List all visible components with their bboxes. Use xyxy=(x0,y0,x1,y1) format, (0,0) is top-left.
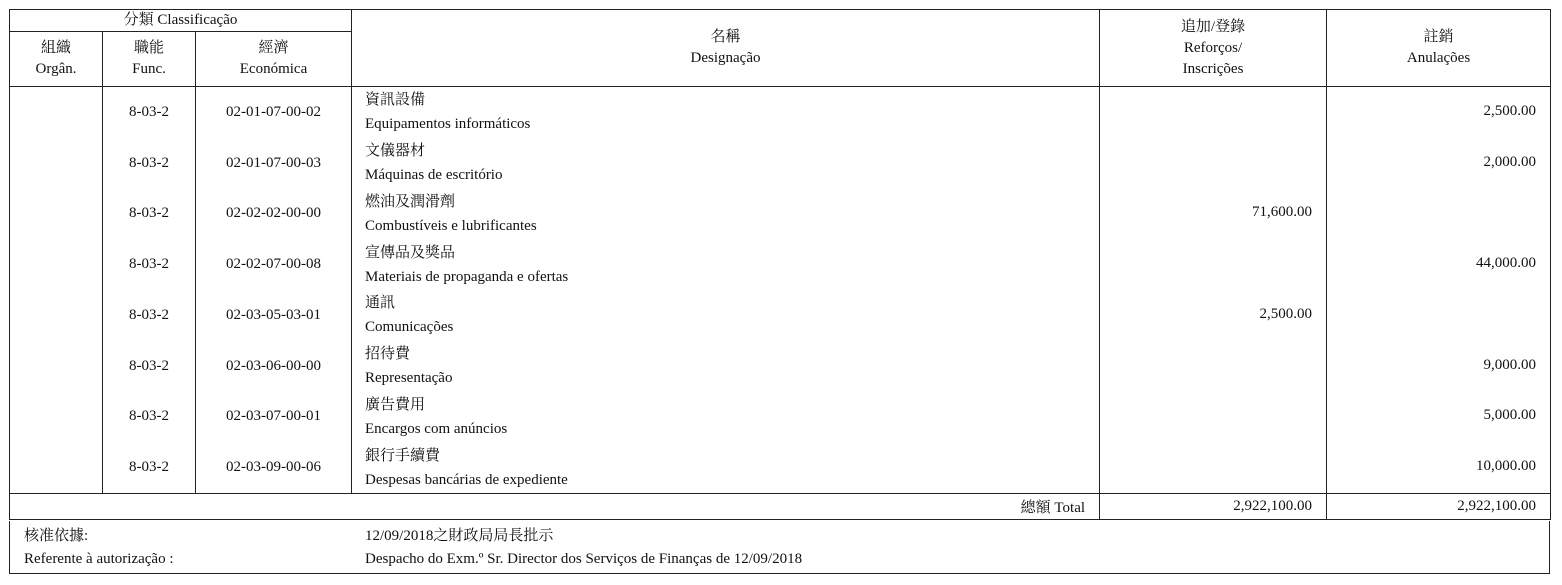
cancellation-amount: 10,000.00 xyxy=(1327,442,1551,493)
total-label: 總額 Total xyxy=(10,493,1100,519)
designation-pt: Equipamentos informáticos xyxy=(365,116,531,133)
cancellation-amount: 5,000.00 xyxy=(1327,391,1551,442)
function-code: 8-03-2 xyxy=(103,341,196,392)
designation-zh: 燃油及潤滑劑 xyxy=(365,193,456,210)
reinforcement-amount xyxy=(1100,341,1327,392)
cancellation-amount xyxy=(1327,290,1551,341)
organ-cell xyxy=(10,290,103,341)
table-row xyxy=(10,87,1551,138)
organ-cell xyxy=(10,341,103,392)
designation-cell xyxy=(352,87,1100,138)
reinforcement-amount xyxy=(1100,138,1327,189)
designation-zh: 資訊設備 xyxy=(365,92,426,109)
organ-cell xyxy=(10,188,103,239)
economic-code: 02-01-07-00-02 xyxy=(196,87,352,138)
cancellations-header: 註銷 Anulações xyxy=(1327,10,1551,87)
cancellation-amount: 9,000.00 xyxy=(1327,341,1551,392)
economic-code: 02-01-07-00-03 xyxy=(196,138,352,189)
economic-code: 02-02-02-00-00 xyxy=(196,188,352,239)
table-row xyxy=(10,341,1551,392)
designation-pt: Combustíveis e lubrificantes xyxy=(365,217,537,234)
budget-table xyxy=(9,9,1551,520)
reinforcement-amount xyxy=(1100,391,1327,442)
function-code: 8-03-2 xyxy=(103,188,196,239)
economic-code: 02-02-07-00-08 xyxy=(196,239,352,290)
reinforcement-amount: 71,600.00 xyxy=(1100,188,1327,239)
reinforcement-amount: 2,500.00 xyxy=(1100,290,1327,341)
reinforcements-header: 追加/登錄 Reforços/ Inscrições xyxy=(1100,10,1327,87)
function-code: 8-03-2 xyxy=(103,138,196,189)
function-header: 職能 Func. xyxy=(103,32,196,87)
table-row xyxy=(10,239,1551,290)
designation-header: 名稱 Designação xyxy=(352,10,1100,87)
authorization-label: 核准依據: Referente à autorização : xyxy=(24,528,174,567)
organ-cell xyxy=(10,87,103,138)
designation-pt: Encargos com anúncios xyxy=(365,420,508,437)
designation-pt: Materiais de propaganda e ofertas xyxy=(365,268,569,285)
designation-cell xyxy=(352,442,1100,493)
designation-cell xyxy=(352,391,1100,442)
table-body xyxy=(10,87,1551,520)
budget-sheet xyxy=(9,9,1550,575)
designation-zh: 銀行手續費 xyxy=(365,447,441,464)
total-cancellations: 2,922,100.00 xyxy=(1327,493,1551,519)
table-row xyxy=(10,391,1551,442)
function-code: 8-03-2 xyxy=(103,391,196,442)
organ-cell xyxy=(10,239,103,290)
designation-zh: 文儀器材 xyxy=(365,143,426,160)
table-row xyxy=(10,290,1551,341)
cancellation-amount: 2,000.00 xyxy=(1327,138,1551,189)
designation-zh: 通訊 xyxy=(365,295,396,312)
organ-header: 組織 Orgân. xyxy=(10,32,103,87)
function-code: 8-03-2 xyxy=(103,87,196,138)
cancellation-amount: 44,000.00 xyxy=(1327,239,1551,290)
total-row xyxy=(10,493,1551,519)
classification-header: 分類 Classificação xyxy=(10,10,352,32)
designation-zh: 招待費 xyxy=(365,346,411,363)
economic-header: 經濟 Económica xyxy=(196,32,352,87)
table-header xyxy=(10,10,1551,87)
designation-cell xyxy=(352,239,1100,290)
authorization-value: 12/09/2018之財政局局長批示 Despacho do Exm.º Sr. Director dos Serviços de Finanças de 12/09/2018 xyxy=(365,528,803,567)
designation-cell xyxy=(352,341,1100,392)
economic-code: 02-03-07-00-01 xyxy=(196,391,352,442)
table-row xyxy=(10,138,1551,189)
economic-code: 02-03-09-00-06 xyxy=(196,442,352,493)
authorization-box xyxy=(9,521,1550,574)
designation-pt: Representação xyxy=(365,370,453,387)
economic-code: 02-03-05-03-01 xyxy=(196,290,352,341)
cancellation-amount: 2,500.00 xyxy=(1327,87,1551,138)
economic-code: 02-03-06-00-00 xyxy=(196,341,352,392)
reinforcement-amount xyxy=(1100,442,1327,493)
function-code: 8-03-2 xyxy=(103,239,196,290)
organ-cell xyxy=(10,138,103,189)
designation-zh: 廣告費用 xyxy=(365,396,426,413)
designation-cell xyxy=(352,188,1100,239)
reinforcement-amount xyxy=(1100,239,1327,290)
cancellation-amount xyxy=(1327,188,1551,239)
table-row xyxy=(10,188,1551,239)
table-row xyxy=(10,442,1551,493)
designation-cell xyxy=(352,138,1100,189)
designation-pt: Despesas bancárias de expediente xyxy=(365,471,568,488)
designation-pt: Máquinas de escritório xyxy=(365,167,503,184)
designation-cell xyxy=(352,290,1100,341)
function-code: 8-03-2 xyxy=(103,442,196,493)
designation-pt: Comunicações xyxy=(365,319,454,336)
total-reinforcements: 2,922,100.00 xyxy=(1100,493,1327,519)
reinforcement-amount xyxy=(1100,87,1327,138)
organ-cell xyxy=(10,391,103,442)
organ-cell xyxy=(10,442,103,493)
designation-zh: 宣傳品及獎品 xyxy=(365,244,456,261)
function-code: 8-03-2 xyxy=(103,290,196,341)
